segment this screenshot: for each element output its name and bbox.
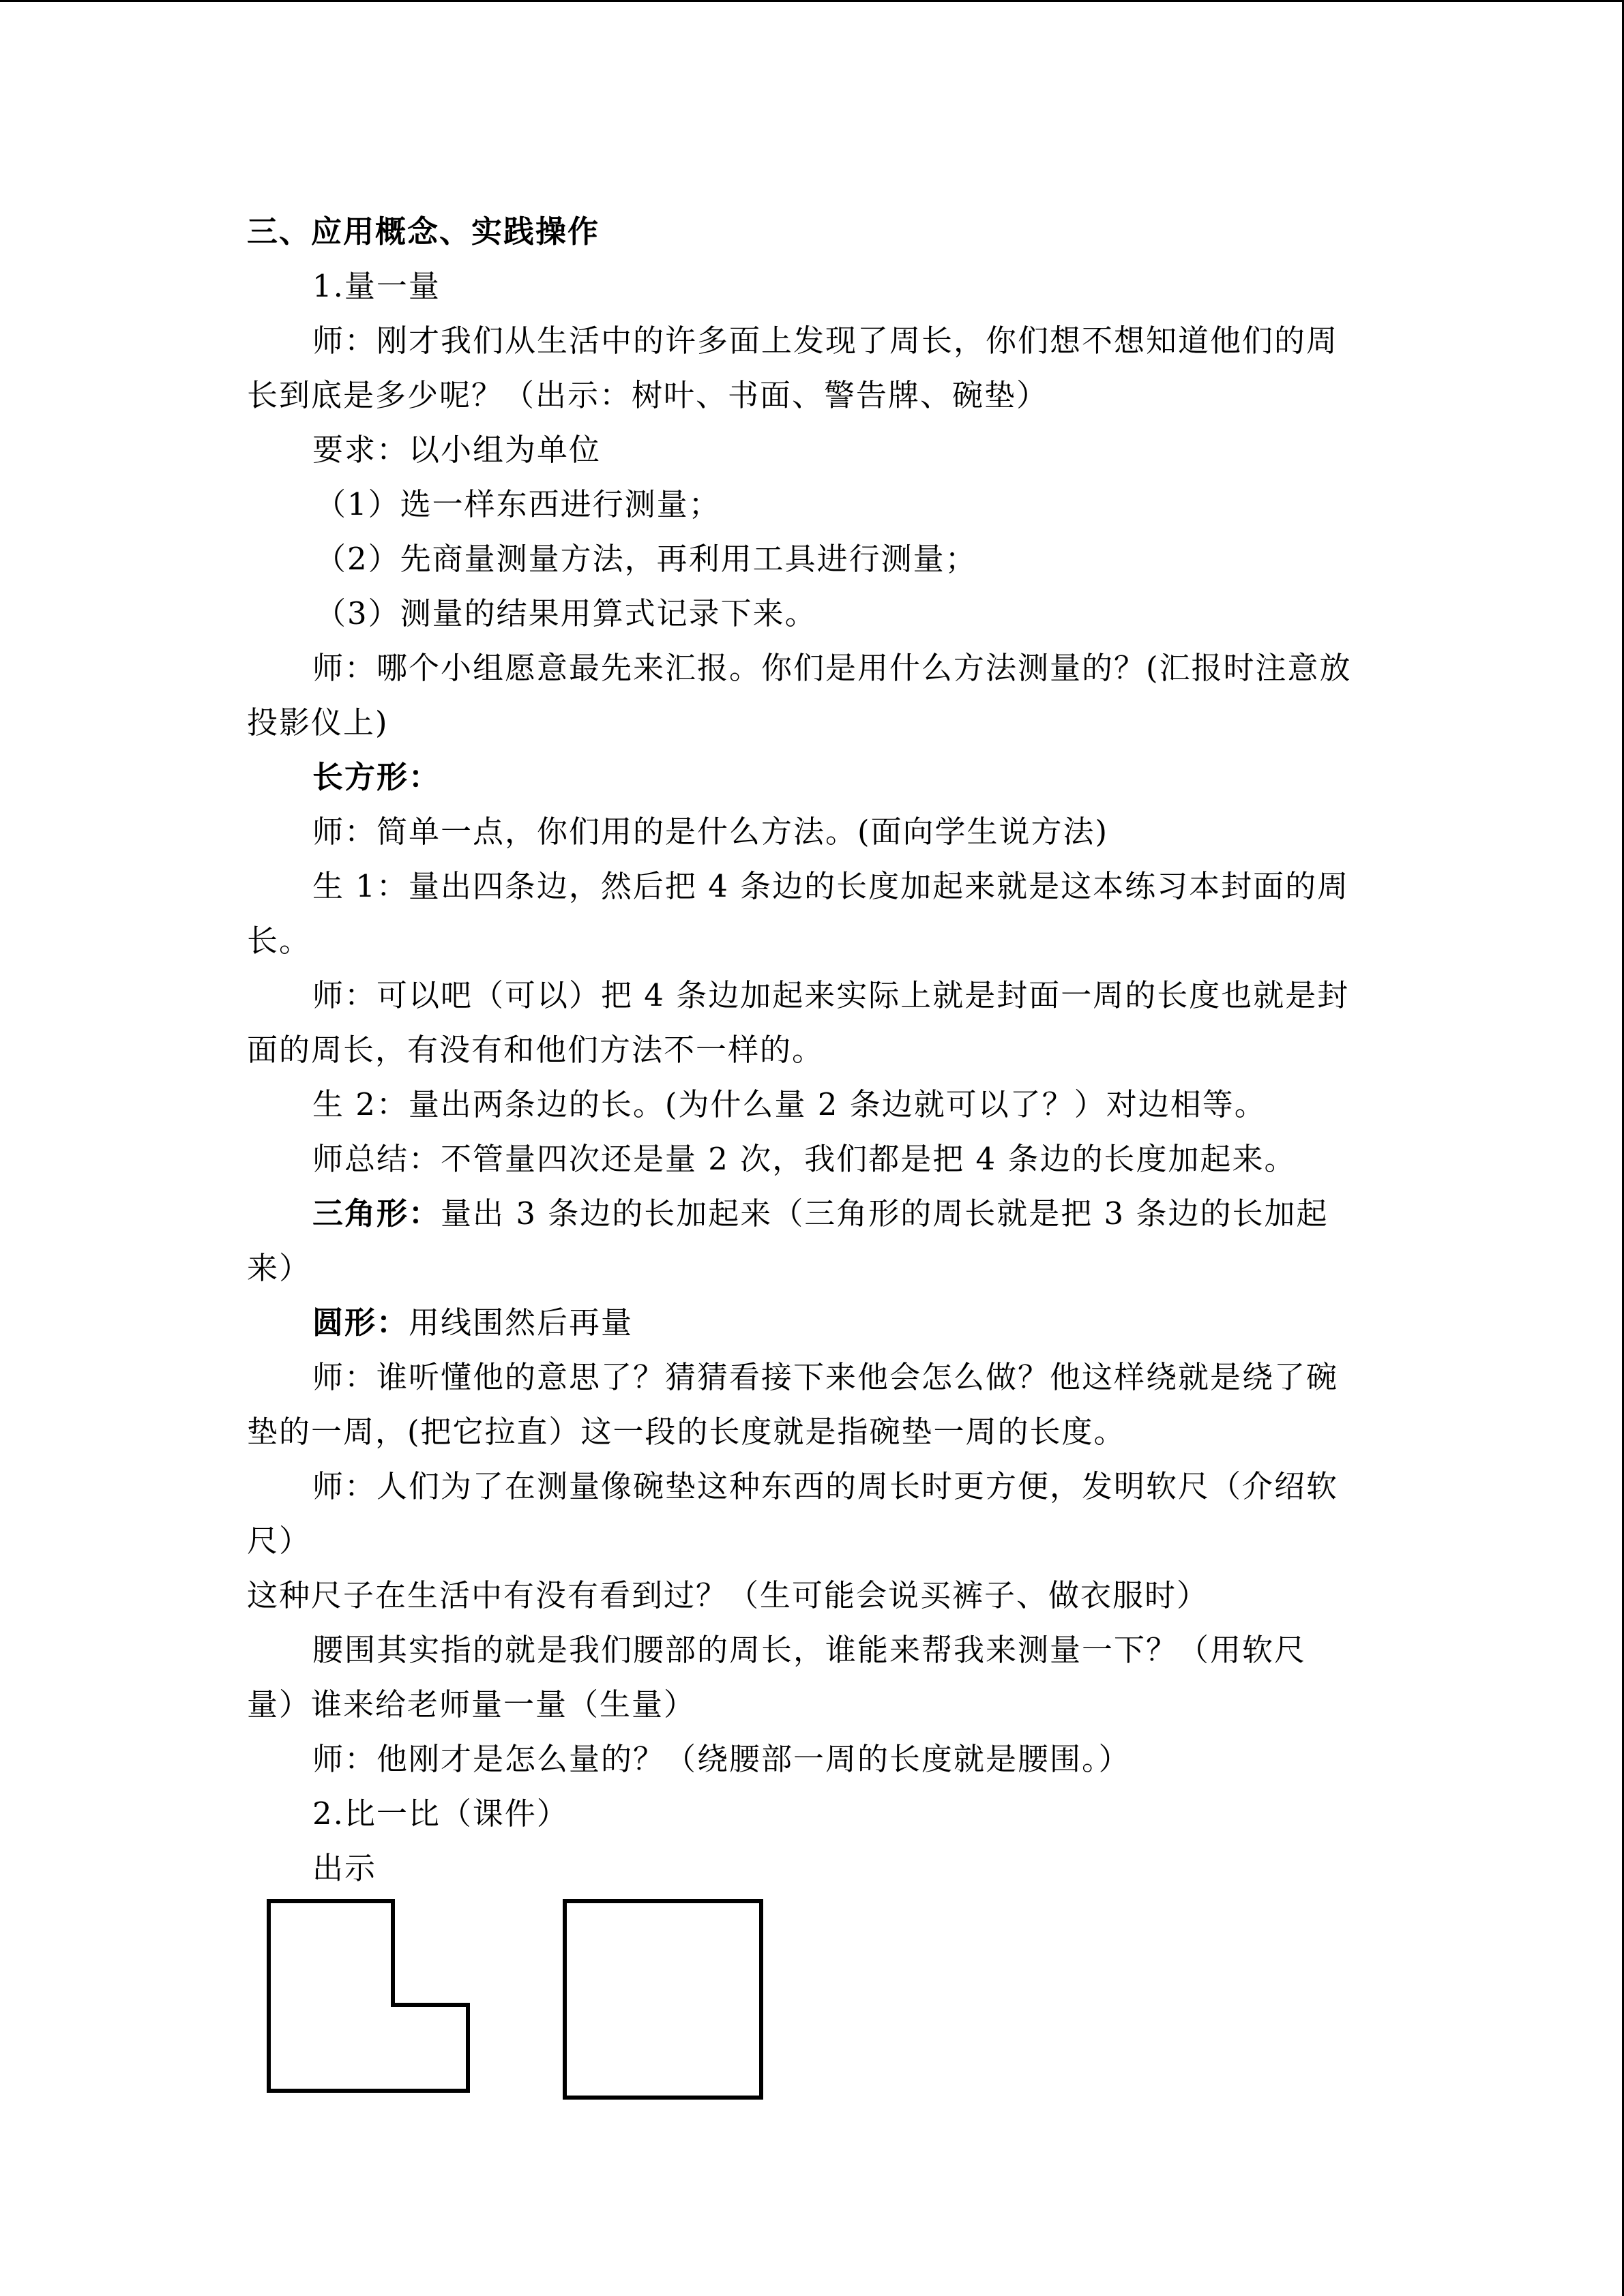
paragraph-line: 师：可以吧（可以）把 4 条边加起来实际上就是封面一周的长度也就是封 xyxy=(312,977,1350,1013)
requirement-item: （1）选一样东西进行测量； xyxy=(315,486,721,522)
paragraph-line: 师：他刚才是怎么量的？（绕腰部一周的长度就是腰围。） xyxy=(312,1741,1131,1777)
requirement-item: （3）测量的结果用算式记录下来。 xyxy=(315,595,817,631)
page-top-border xyxy=(0,0,1624,2)
paragraph-line: 面的周长，有没有和他们方法不一样的。 xyxy=(247,1032,825,1068)
subsection-compare: 2.比一比（课件） xyxy=(312,1795,569,1832)
circle-label: 圆形： xyxy=(312,1304,409,1341)
paragraph-line: 长到底是多少呢？（出示：树叶、书面、警告牌、碗垫） xyxy=(247,377,1049,413)
section-heading: 三、应用概念、实践操作 xyxy=(247,213,600,250)
paragraph-line: 这种尺子在生活中有没有看到过？（生可能会说买裤子、做衣服时） xyxy=(247,1577,1209,1613)
paragraph-line: 垫的一周，(把它拉直）这一段的长度就是指碗垫一周的长度。 xyxy=(247,1414,1126,1450)
paragraph-line: 量）谁来给老师量一量（生量） xyxy=(247,1686,696,1723)
requirement-heading: 要求：以小组为单位 xyxy=(312,432,602,468)
paragraph-line: 师总结：不管量四次还是量 2 次，我们都是把 4 条边的长度加起来。 xyxy=(312,1141,1297,1177)
triangle-label: 三角形： xyxy=(312,1195,441,1232)
paragraph-line: 投影仪上) xyxy=(247,704,389,741)
comparison-figures xyxy=(265,1896,769,2104)
paragraph-line: 师：人们为了在测量像碗垫这种东西的周长时更方便，发明软尺（介绍软 xyxy=(312,1468,1339,1504)
paragraph-line: 腰围其实指的就是我们腰部的周长，谁能来帮我来测量一下？（用软尺 xyxy=(312,1632,1307,1668)
document-body xyxy=(247,205,1379,1896)
triangle-paragraph xyxy=(247,1187,1379,1241)
l-shape-figure xyxy=(269,1901,468,2091)
subsection-measure: 1.量一量 xyxy=(312,268,441,304)
paragraph-line: 师：哪个小组愿意最先来汇报。你们是用什么方法测量的？(汇报时注意放 xyxy=(312,650,1352,686)
paragraph-line: 出示 xyxy=(312,1850,377,1886)
paragraph-line: 尺） xyxy=(247,1523,312,1559)
paragraph-line: 师：谁听懂他的意思了？猜猜看接下来他会怎么做？他这样绕就是绕了碗 xyxy=(312,1359,1339,1395)
square-figure xyxy=(565,1901,761,2098)
circle-text: 用线围然后再量 xyxy=(409,1304,634,1341)
rectangle-heading: 长方形： xyxy=(312,759,441,795)
paragraph-line: 长。 xyxy=(247,923,312,959)
paragraph-line: 师：简单一点，你们用的是什么方法。(面向学生说方法) xyxy=(312,814,1109,850)
paragraph-line: 师：刚才我们从生活中的许多面上发现了周长，你们想不想知道他们的周 xyxy=(312,323,1339,359)
triangle-text: 量出 3 条边的长加起来（三角形的周长就是把 3 条边的长加起 xyxy=(441,1195,1329,1232)
figures-svg xyxy=(265,1896,769,2104)
requirement-item: （2）先商量测量方法，再利用工具进行测量； xyxy=(315,541,977,577)
paragraph-line: 来） xyxy=(247,1250,312,1286)
paragraph-line: 生 1：量出四条边，然后把 4 条边的长度加起来就是这本练习本封面的周 xyxy=(312,868,1350,904)
circle-paragraph xyxy=(247,1296,1379,1350)
paragraph-line: 生 2：量出两条边的长。(为什么量 2 条边就可以了？）对边相等。 xyxy=(312,1086,1267,1122)
